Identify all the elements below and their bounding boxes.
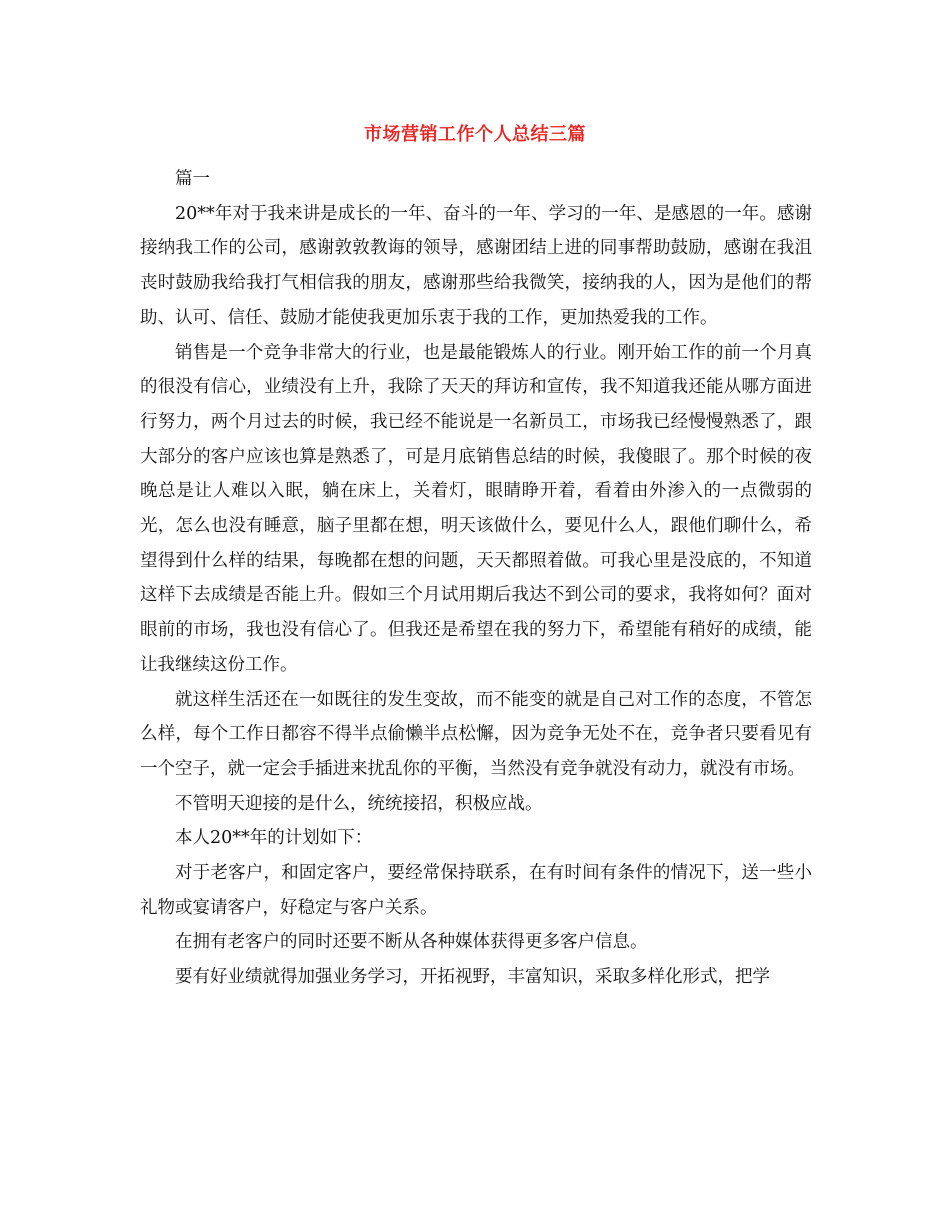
document-title: 市场营销工作个人总结三篇 xyxy=(364,124,586,145)
paragraph: 在拥有老客户的同时还要不断从各种媒体获得更多客户信息。 xyxy=(175,932,648,953)
paragraph: 销售是一个竞争非常大的行业，也是最能锻炼人的行业。刚开始工作的前一个月真的很没有信心，业绩没有上升，我除了天天的拜访和宣传，我不知道我还能从哪方面进行努力，两个月过去的时候，我已经不能说是一名新员工，市场我已经慢慢熟悉了，跟大部分的客户应该也算是熟悉了，可是月底销售总结的时候，我傻眼了。那个时候的夜晚总是让人难以入眠，躺在床上，关着灯，眼睛睁开着，看着由外渗入的一点微弱的光，怎么也没有睡意，脑子里都在想，明天该做什么，要见什么人，跟他们聊什么，希望得到什么样的结果，每晚都在想的问题，天天都照着做。可我心里是没底的，不知道这样下去成绩是否能上升。假如三个月试用期后我达不到公司的要求，我将如何？面对眼前的市场，我也没有信心了。但我还是希望在我的努力下，希望能有稍好的成绩，能让我继续这份工作。 xyxy=(140,342,812,675)
paragraph: 不管明天迎接的是什么，统统接招，积极应战。 xyxy=(175,793,543,814)
paragraph: 要有好业绩就得加强业务学习，开拓视野，丰富知识，采取多样化形式，把学 xyxy=(175,967,770,988)
paragraph: 20**年对于我来讲是成长的一年、奋斗的一年、学习的一年、是感恩的一年。感谢接纳我工作的公司，感谢敦敦教诲的领导，感谢团结上进的同事帮助鼓励，感谢在我沮丧时鼓励我给我打气相信我的朋友，感谢那些给我微笑，接纳我的人，因为是他们的帮助、认可、信任、鼓励才能使我更加乐衷于我的工作，更加热爱我的工作。 xyxy=(140,203,812,328)
paragraph: 本人20**年的计划如下： xyxy=(175,828,373,849)
paragraph: 就这样生活还在一如既往的发生变故，而不能变的就是自己对工作的态度，不管怎么样，每个工作日都容不得半点偷懒半点松懈，因为竞争无处不在，竞争者只要看见有一个空子，就一定会手插进来扰乱你的平衡，当然没有竞争就没有动力，就没有市场。 xyxy=(140,689,812,779)
section-heading: 篇一 xyxy=(175,169,210,189)
paragraph: 对于老客户，和固定客户，要经常保持联系，在有时间有条件的情况下，送一些小礼物或宴请客户，好稳定与客户关系。 xyxy=(140,863,812,918)
document-body xyxy=(140,162,812,995)
